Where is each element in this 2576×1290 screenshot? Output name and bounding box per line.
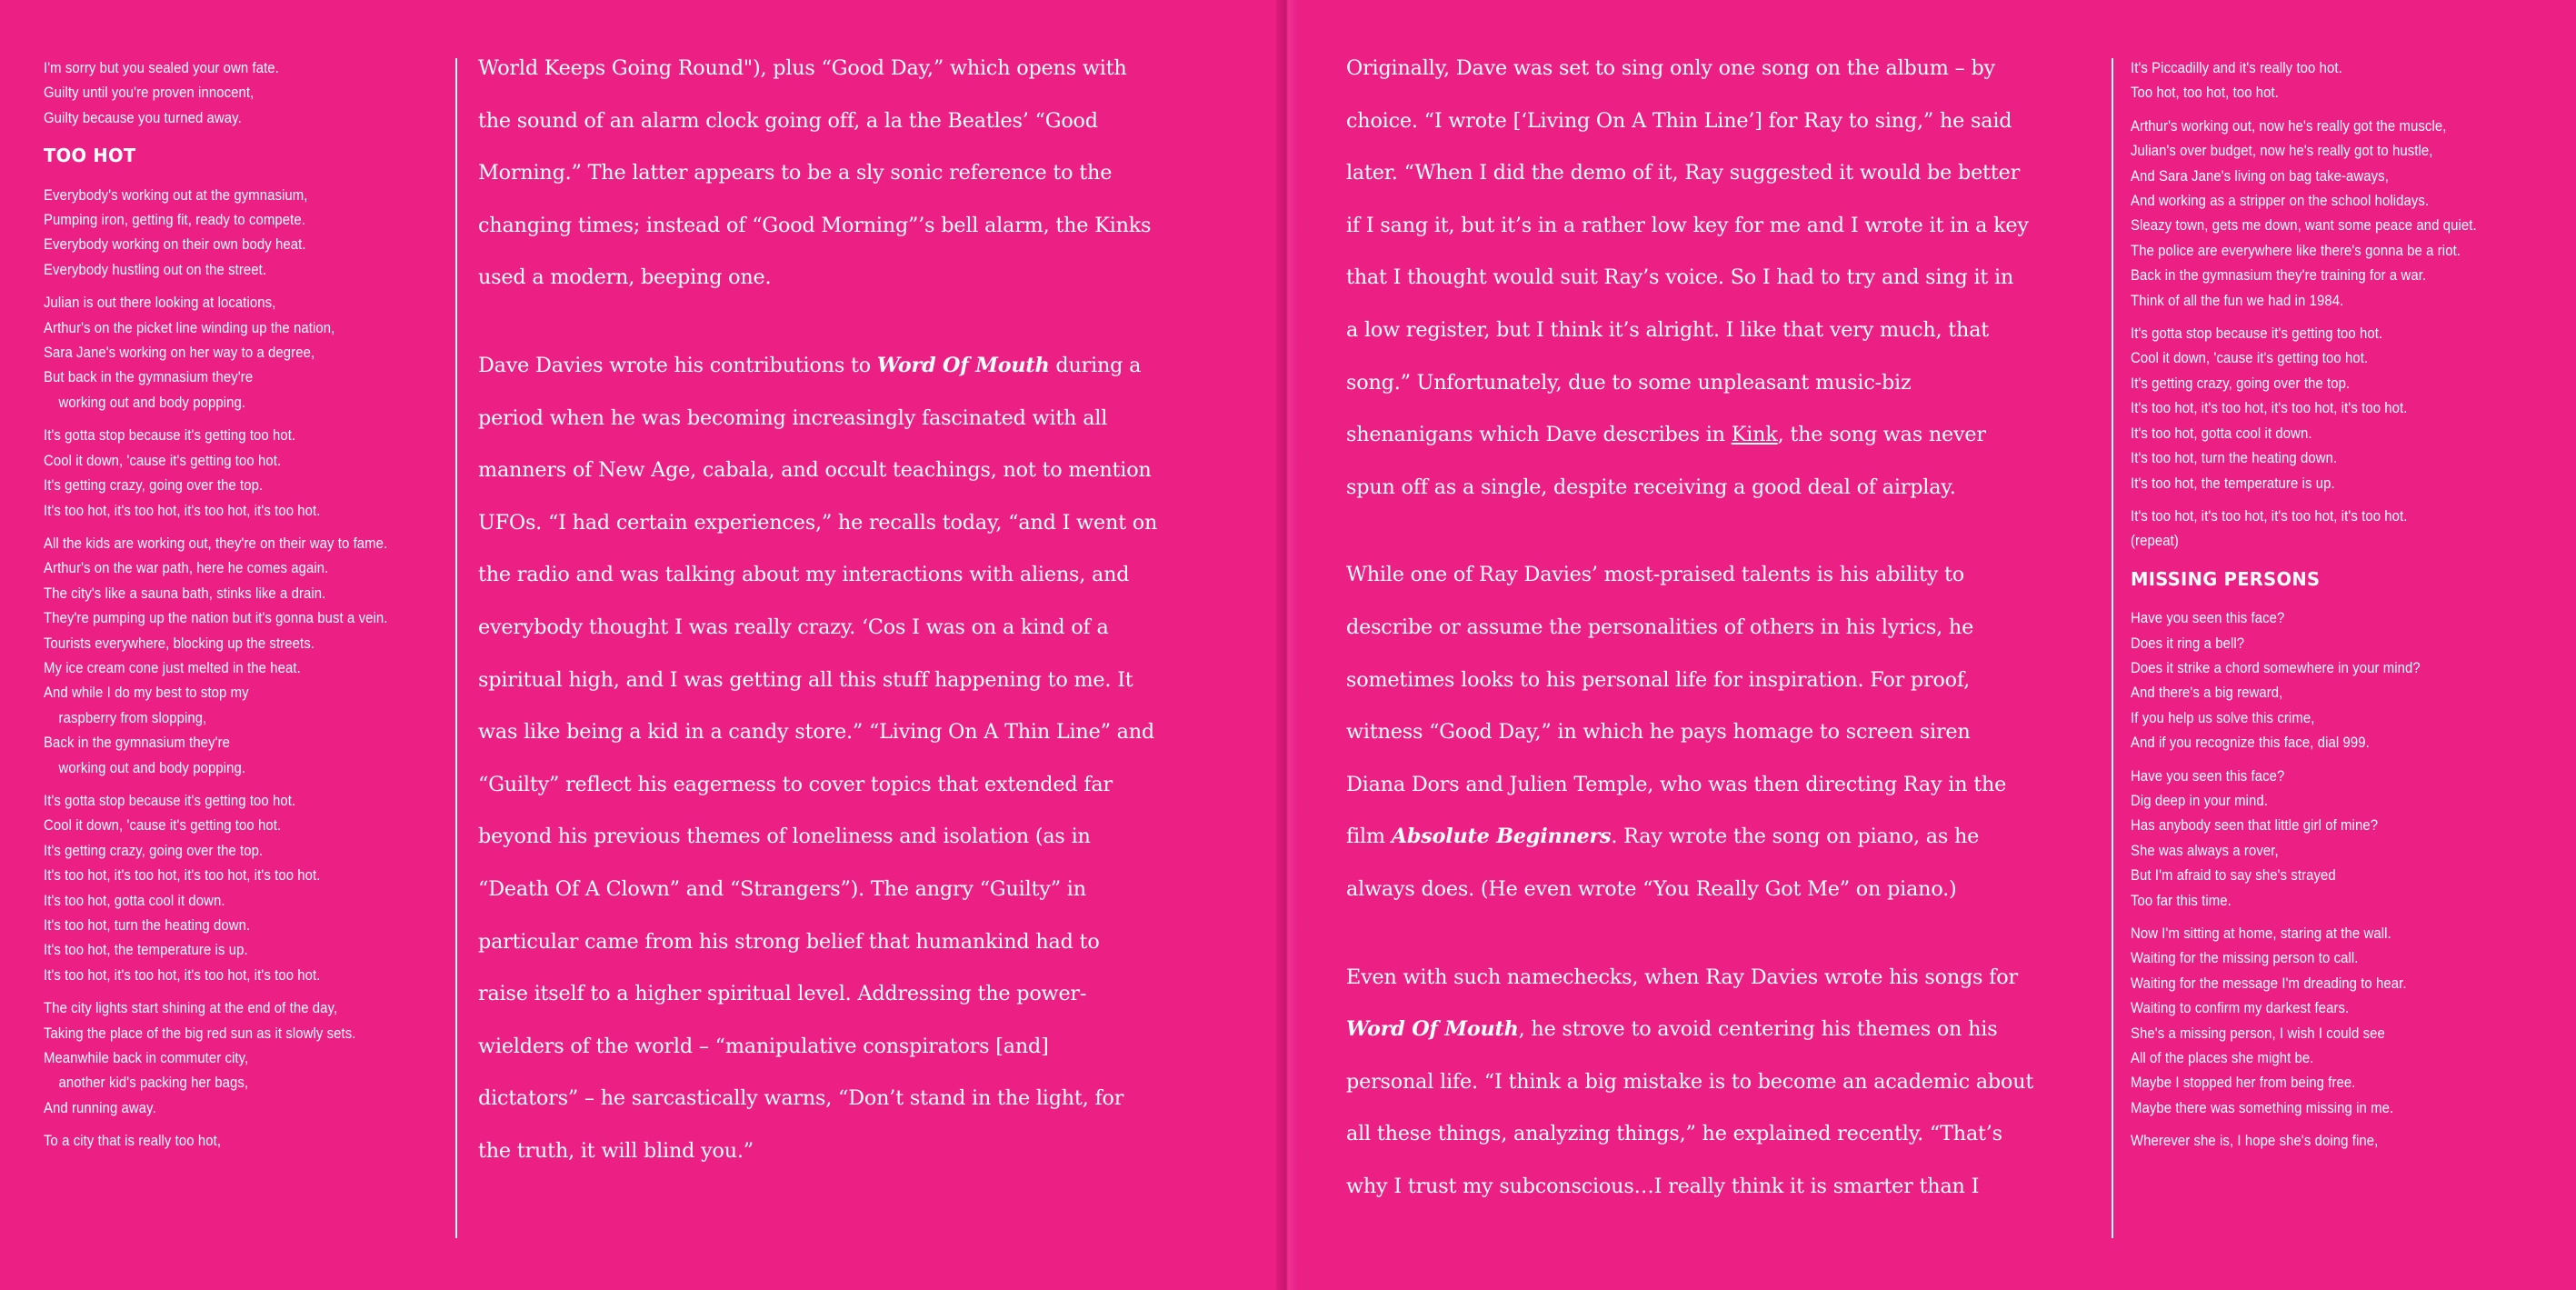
lyric-stanza xyxy=(2131,1129,2515,1154)
prose-line: that I thought would suit Ray’s voice. So I had to try and sing it in xyxy=(1346,265,2014,290)
lyric-line: Everybody's working out at the gymnasium, xyxy=(44,186,308,204)
lyric-line: Arthur's on the war path, here he comes again. xyxy=(44,560,329,577)
lyric-line: It's getting crazy, going over the top. xyxy=(44,477,264,495)
lyric-line: And if you recognize this face, dial 999. xyxy=(2131,735,2370,752)
prose-line: all these things, analyzing things,” he explained recently. “That’s xyxy=(1346,1122,2002,1146)
lyric-line: And while I do my best to stop my xyxy=(44,685,249,702)
prose-line: a low register, but I think it’s alright. I like that very much, that xyxy=(1346,317,1990,342)
lyric-line: Does it strike a chord somewhere in your mind? xyxy=(2131,659,2421,676)
lyric-stanza xyxy=(44,184,420,284)
lyric-line: Cool it down, 'cause it's getting too hot. xyxy=(44,452,282,469)
lyric-stanza xyxy=(2131,56,2515,106)
prose-line: the truth, it will blind you.” xyxy=(478,1138,754,1163)
prose-line: used a modern, beeping one. xyxy=(478,265,772,290)
song-title-missing-persons: MISSING PERSONS xyxy=(2131,567,2321,590)
lyric-line: She was always a rover, xyxy=(2131,842,2279,859)
prose-line: wielders of the world – “manipulative conspirators [and] xyxy=(478,1034,1049,1058)
lyric-line: Has anybody seen that little girl of mine? xyxy=(2131,817,2379,835)
lyric-line: The city lights start shining at the end of the day, xyxy=(44,1000,338,1017)
lyric-line: Everybody hustling out on the street. xyxy=(44,261,267,278)
prose-line: spun off as a single, despite receiving a good deal of airplay. xyxy=(1346,475,1956,499)
lyric-line: It's too hot, the temperature is up. xyxy=(44,942,248,959)
lyric-line: The city's like a sauna bath, stinks like a drain. xyxy=(44,585,326,602)
lyric-line: Everybody working on their own body heat. xyxy=(44,236,306,254)
prose-line: raise itself to a higher spiritual level. Addressing the power- xyxy=(478,982,1087,1006)
lyric-line: It's too hot, gotta cool it down. xyxy=(44,892,225,909)
lyric-line: Julian's over budget, now he's really got to hustle, xyxy=(2131,143,2433,160)
prose-paragraph xyxy=(1346,43,2110,514)
lyric-line: Too hot, too hot, too hot. xyxy=(2131,85,2280,102)
lyric-line: Dig deep in your mind. xyxy=(2131,792,2269,809)
prose-line: Word Of Mouth, he strove to avoid centering his themes on his xyxy=(1346,1017,1998,1042)
lyric-line: It's too hot, it's too hot, it's too hot, it's too hot. xyxy=(44,867,321,885)
lyric-line: It's gotta stop because it's getting too hot. xyxy=(2131,325,2383,343)
prose-line: sometimes looks to his personal life for inspiration. For proof, xyxy=(1346,667,1971,692)
lyric-stanza xyxy=(2131,115,2515,314)
lyric-stanza xyxy=(44,532,420,781)
prose-line: why I trust my subconscious…I really think it is smarter than I xyxy=(1346,1174,1980,1198)
prose-line: later. “When I did the demo of it, Ray suggested it would be better xyxy=(1346,161,2021,185)
lyric-line: Arthur's working out, now he's really got the muscle, xyxy=(2131,117,2447,135)
lyric-line: It's too hot, it's too hot, it's too hot, it's too hot. xyxy=(2131,507,2408,525)
lyric-line: It's Piccadilly and it's really too hot. xyxy=(2131,60,2342,76)
lyric-stanza xyxy=(44,424,420,524)
prose-line: While one of Ray Davies’ most-praised talents is his ability to xyxy=(1346,563,1964,587)
lyric-line: They're pumping up the nation but it's gonna bust a vein. xyxy=(44,610,388,627)
prose-line: everybody thought I was really crazy. ‘Cos I was on a kind of a xyxy=(478,615,1109,639)
lyric-stanza xyxy=(2131,922,2515,1121)
lyric-line: Too far this time. xyxy=(2131,892,2232,909)
lyric-stanza xyxy=(2131,606,2515,755)
lyric-line: It's getting crazy, going over the top. xyxy=(2131,375,2351,392)
lyrics-column-left xyxy=(44,56,420,1163)
prose-line: Dave Davies wrote his contributions to Word Of Mouth during a xyxy=(478,353,1142,377)
song-title-too-hot: TOO HOT xyxy=(44,145,136,167)
lyric-line: The police are everywhere like there's gonna be a riot. xyxy=(2131,242,2461,259)
lyric-line: And Sara Jane's living on bag take-aways, xyxy=(2131,167,2389,185)
lyric-stanza xyxy=(44,291,420,415)
lyric-line: It's too hot, turn the heating down. xyxy=(2131,450,2338,467)
prose-line: witness “Good Day,” in which he pays homage to screen siren xyxy=(1346,720,1971,745)
prose-line: UFOs. “I had certain experiences,” he recalls today, “and I went on xyxy=(478,510,1158,535)
lyric-stanza xyxy=(44,996,420,1121)
lyric-stanza xyxy=(44,789,420,988)
lyric-line: Have you seen this face? xyxy=(2131,767,2285,785)
lyric-line: Arthur's on the picket line winding up the nation, xyxy=(44,319,335,336)
lyric-stanza xyxy=(2131,765,2515,914)
lyric-line: raspberry from slopping, xyxy=(58,709,207,726)
prose-line: song.” Unfortunately, due to some unpleasant music-biz xyxy=(1346,370,1912,395)
lyric-line: working out and body popping. xyxy=(58,394,246,411)
lyric-line: Sleazy town, gets me down, want some peace and quiet. xyxy=(2131,217,2477,235)
lyric-line: All of the places she might be. xyxy=(2131,1050,2314,1067)
too-hot-lyrics xyxy=(44,184,420,1155)
lyric-line: And working as a stripper on the school holidays. xyxy=(2131,193,2430,210)
lyric-line: Pumping iron, getting fit, ready to compete. xyxy=(44,212,305,229)
lyric-line: All the kids are working out, they're on their way to fame. xyxy=(44,535,388,552)
lyric-line: It's too hot, it's too hot, it's too hot, it's too hot. xyxy=(44,502,321,519)
lyric-stanza xyxy=(2131,322,2515,496)
prose-line: changing times; instead of “Good Morning”’s bell alarm, the Kinks xyxy=(478,213,1152,237)
lyric-line: Now I'm sitting at home, staring at the wall. xyxy=(2131,925,2391,942)
prose-line: film Absolute Beginners. Ray wrote the song on piano, as he xyxy=(1346,825,1980,849)
lyric-line: She's a missing person, I wish I could see xyxy=(2131,1025,2385,1042)
lyric-line: Cool it down, 'cause it's getting too hot. xyxy=(2131,350,2369,367)
lyric-line: Tourists everywhere, blocking up the streets. xyxy=(44,635,315,652)
prose-line: the sound of an alarm clock going off, a la the Beatles’ “Good xyxy=(478,108,1098,133)
lyric-line: another kid's packing her bags, xyxy=(58,1075,249,1092)
prose-line: beyond his previous themes of loneliness and isolation (as in xyxy=(478,825,1091,849)
prose-paragraph xyxy=(1346,952,2110,1214)
lyric-line: Guilty because you turned away. xyxy=(44,109,242,126)
prose-line: always does. (He even wrote “You Really Got Me” on piano.) xyxy=(1346,876,1957,901)
column-rule-left xyxy=(455,58,457,1238)
lyric-line: Wherever she is, I hope she's doing fine, xyxy=(2131,1133,2379,1150)
lyric-line: Does it ring a bell? xyxy=(2131,635,2245,652)
prose-line: World Keeps Going Round"), plus “Good Day,” which opens with xyxy=(478,56,1127,80)
prose-line: choice. “I wrote [‘Living On A Thin Line’] for Ray to sing,” he said xyxy=(1346,108,2012,133)
lyric-line: working out and body popping. xyxy=(58,759,246,776)
lyric-line: It's too hot, it's too hot, it's too hot, it's too hot. xyxy=(44,966,321,984)
prose-line: period when he was becoming increasingly fascinated with all xyxy=(478,405,1108,430)
lyric-line: And running away. xyxy=(44,1099,156,1116)
prose-line: particular came from his strong belief that humankind had to xyxy=(478,929,1100,954)
lyric-line: I'm sorry but you sealed your own fate. xyxy=(44,60,279,76)
lyric-line: To a city that is really too hot, xyxy=(44,1133,222,1150)
lyric-line: It's too hot, the temperature is up. xyxy=(2131,475,2335,492)
too-hot-lyrics-end xyxy=(2131,56,2515,555)
lyric-line: Maybe I stopped her from being free. xyxy=(2131,1075,2356,1092)
lyric-line: It's gotta stop because it's getting too hot. xyxy=(44,427,296,445)
lyric-line: Waiting to confirm my darkest fears. xyxy=(2131,1000,2350,1017)
lyric-line: Back in the gymnasium they're xyxy=(44,735,231,752)
lyric-line: Maybe there was something missing in me. xyxy=(2131,1099,2394,1116)
lyric-line: But I'm afraid to say she's strayed xyxy=(2131,867,2336,885)
prose-line: if I sang it, but it’s in a rather low key for me and I wrote it in a key xyxy=(1346,213,2029,237)
prose-line: manners of New Age, cabala, and occult teachings, not to mention xyxy=(478,458,1152,483)
prose-line: “Guilty” reflect his eagerness to cover topics that extended far xyxy=(478,772,1113,796)
lyrics-column-right xyxy=(2131,56,2515,1163)
lyric-line: Taking the place of the big red sun as it slowly sets. xyxy=(44,1025,356,1042)
lyric-line: Julian is out there looking at locations, xyxy=(44,295,276,312)
lyric-line: Have you seen this face? xyxy=(2131,610,2285,627)
prose-line: the radio and was talking about my interactions with aliens, and xyxy=(478,563,1130,587)
prose-line: spiritual high, and I was getting all this stuff happening to me. It xyxy=(478,667,1133,692)
prose-line: personal life. “I think a big mistake is to become an academic about xyxy=(1346,1069,2034,1094)
lyric-line: (repeat) xyxy=(2131,533,2179,550)
prose-line: shenanigans which Dave describes in Kink, the song was never xyxy=(1346,423,1986,447)
column-rule-right xyxy=(2112,58,2113,1238)
missing-persons-lyrics xyxy=(2131,606,2515,1155)
lyric-line: It's too hot, turn the heating down. xyxy=(44,917,251,934)
prose-line: was like being a kid in a candy store.” “Living On A Thin Line” and xyxy=(478,720,1154,745)
lyric-stanza xyxy=(44,1129,420,1154)
prose-paragraph xyxy=(478,340,1278,1178)
lyric-line: Think of all the fun we had in 1984. xyxy=(2131,292,2344,309)
lyric-line: If you help us solve this crime, xyxy=(2131,709,2315,726)
prose-line: Morning.” The latter appears to be a sly sonic reference to the xyxy=(478,161,1113,185)
lyric-line: Waiting for the message I'm dreading to hear. xyxy=(2131,975,2407,992)
lyric-line: Waiting for the missing person to call. xyxy=(2131,950,2359,967)
lyric-line: Guilty until you're proven innocent, xyxy=(44,85,255,102)
prose-line: describe or assume the personalities of others in his lyrics, he xyxy=(1346,615,1974,639)
lyric-line: And there's a big reward, xyxy=(2131,685,2283,702)
lyric-line: It's too hot, gotta cool it down. xyxy=(2131,425,2312,442)
prose-paragraph xyxy=(478,43,1278,305)
lyric-stanza xyxy=(2131,505,2515,555)
lyric-line: It's too hot, it's too hot, it's too hot, it's too hot. xyxy=(2131,400,2408,417)
guilty-lyrics-end xyxy=(44,56,420,131)
lyric-stanza xyxy=(44,56,420,131)
lyric-line: Cool it down, 'cause it's getting too hot. xyxy=(44,817,282,835)
lyric-line: It's getting crazy, going over the top. xyxy=(44,842,264,859)
lyric-line: Back in the gymnasium they're training for a war. xyxy=(2131,267,2427,285)
lyric-line: But back in the gymnasium they're xyxy=(44,369,254,386)
lyric-line: Meanwhile back in commuter city, xyxy=(44,1050,249,1067)
prose-line: dictators” – he sarcastically warns, “Don’t stand in the light, for xyxy=(478,1086,1124,1111)
prose-line: “Death Of A Clown” and “Strangers”). The angry “Guilty” in xyxy=(478,876,1086,901)
prose-column-left xyxy=(478,43,1278,1213)
prose-column-right xyxy=(1346,43,2110,1248)
lyric-line: My ice cream cone just melted in the heat. xyxy=(44,659,301,676)
prose-line: Even with such namechecks, when Ray Davies wrote his songs for xyxy=(1346,965,2018,989)
prose-line: Originally, Dave was set to sing only one song on the album – by xyxy=(1346,56,1995,80)
prose-line: Diana Dors and Julien Temple, who was then directing Ray in the xyxy=(1346,772,2007,796)
page-fold xyxy=(1276,0,1298,1290)
lyric-line: Sara Jane's working on her way to a degree, xyxy=(44,345,315,362)
lyric-line: It's gotta stop because it's getting too hot. xyxy=(44,792,296,809)
prose-paragraph xyxy=(1346,549,2110,915)
